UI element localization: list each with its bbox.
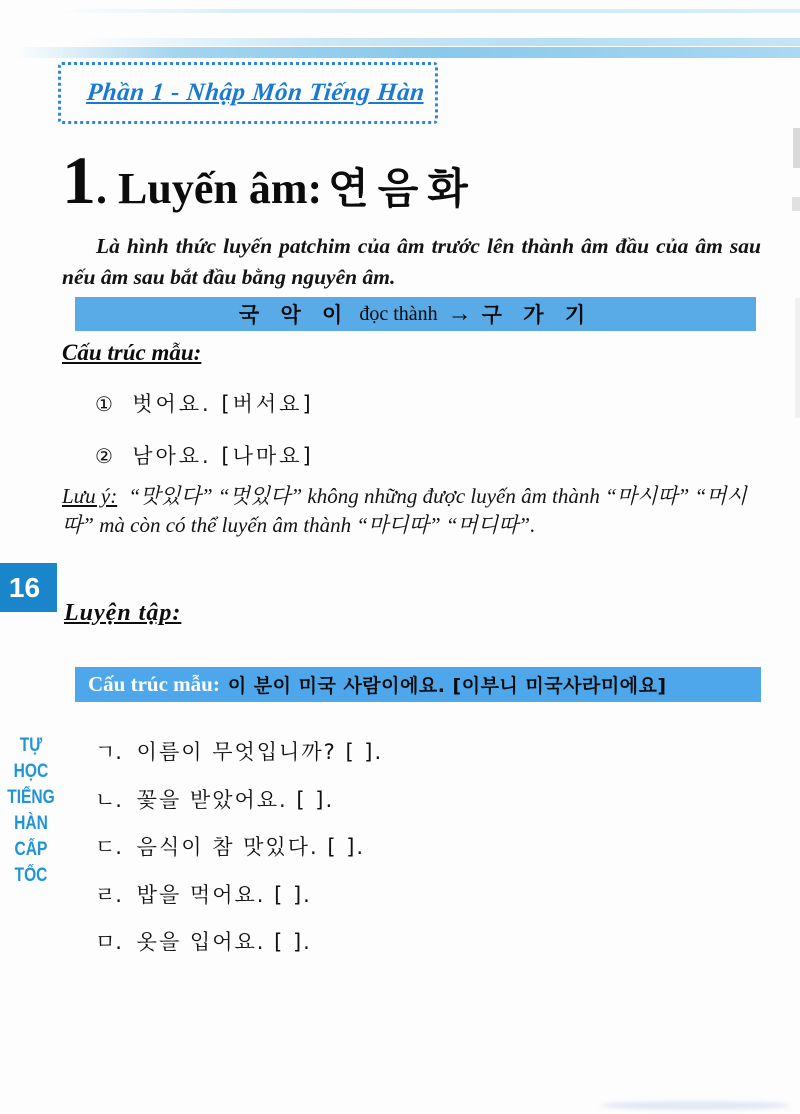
book-brand-sidebar (0, 733, 62, 889)
sidebar-word: HỌC (13, 761, 49, 782)
structure-item (95, 388, 314, 418)
example-korean-source: 국 악 이 (238, 303, 350, 327)
structure-heading: Cấu trúc mẫu: (62, 340, 202, 365)
practice-item (95, 784, 383, 832)
practice-item-text: 이름이 무엇입니까? [ ]. (136, 740, 384, 764)
practice-item-marker: ㄴ. (95, 787, 122, 812)
circled-number-icon: ① (95, 392, 113, 416)
practice-item-marker: ㄱ. (95, 740, 122, 764)
practice-item-text: 밥을 먹어요. [ ]. (136, 882, 312, 907)
structure-item (95, 440, 314, 470)
sidebar-word: TIẾNG (7, 787, 55, 808)
practice-list (95, 736, 383, 974)
practice-item (95, 926, 383, 974)
lesson-title (62, 142, 477, 218)
practice-item-text: 꽃을 받았어요. [ ]. (136, 787, 335, 812)
example-korean-result: 구 가 기 (481, 303, 593, 327)
practice-item (95, 879, 383, 927)
practice-item-marker: ㄹ. (95, 882, 122, 907)
sidebar-word: HÀN (14, 813, 48, 834)
page-number-tab: 16 (0, 563, 57, 612)
scan-artifact (795, 298, 800, 418)
structure-item-text: 벗어요. [버서요] (132, 392, 314, 416)
sidebar-word: CẤP (14, 839, 48, 860)
note-label: Lưu ý: (62, 484, 118, 508)
structure-item-text: 남아요. [나마요] (132, 444, 314, 468)
practice-item (95, 831, 383, 879)
lesson-title-vietnamese: . Luyến âm: (96, 164, 323, 213)
scan-artifact (793, 128, 800, 168)
note-body: “맛있다” “멋있다” không những được luyến âm thành “마시따” “머시따” mà còn có thể luyến âm thành “마디따” “머디따”. (62, 484, 747, 538)
section-label: Phần 1 - Nhập Môn Tiếng Hàn (85, 79, 427, 106)
arrow-right-icon: → (447, 300, 472, 327)
practice-item-marker: ㄷ. (95, 835, 122, 859)
lesson-title-korean: 연음화 (328, 164, 477, 213)
practice-banner-korean: 이 분이 미국 사람이에요. [이부니 미국사라미에요] (227, 675, 667, 697)
practice-banner-label: Cấu trúc mẫu: (88, 672, 220, 696)
practice-item-marker: ㅁ. (95, 930, 122, 954)
top-strip-main (0, 47, 800, 58)
lesson-number: 1 (62, 142, 96, 218)
top-strip-mid (0, 38, 800, 46)
section-header-box (58, 62, 438, 124)
practice-item (95, 736, 383, 784)
top-strip-thin (55, 9, 800, 13)
practice-banner (75, 667, 761, 702)
scan-smudge (600, 1101, 790, 1110)
sidebar-word: TỐC (14, 865, 48, 886)
practice-item-text: 음식이 참 맛있다. [ ]. (136, 835, 366, 859)
practice-item-text: 옷을 입어요. [ ]. (136, 930, 312, 954)
scan-artifact (792, 197, 800, 211)
lesson-intro-paragraph: Là hình thức luyến patchim của âm trước lên thành âm đầu của âm sau nếu âm sau bắt đầu bằng nguyên âm. (62, 234, 761, 289)
sidebar-word: TỰ (19, 735, 43, 756)
note-paragraph (62, 482, 763, 541)
example-connector-text: đọc thành (359, 302, 438, 325)
example-banner (75, 297, 756, 331)
circled-number-icon: ② (95, 444, 113, 468)
practice-heading: Luyện tập: (64, 600, 182, 626)
